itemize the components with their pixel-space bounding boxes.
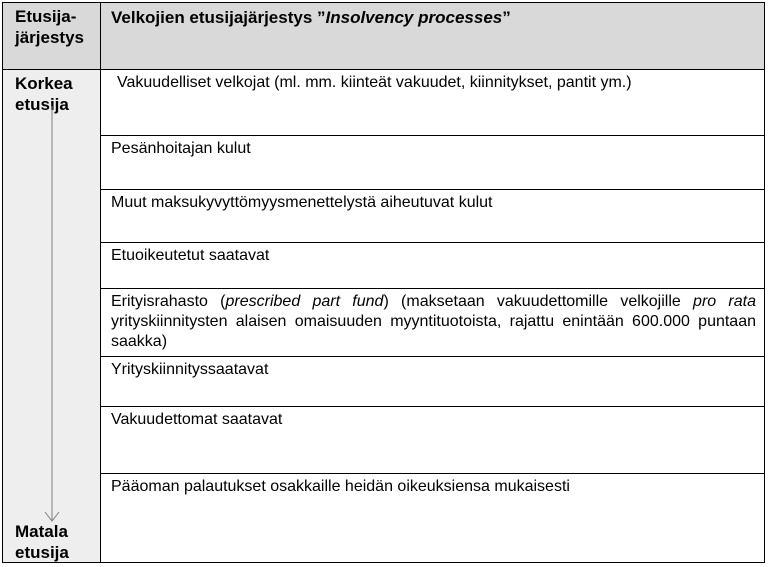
high-priority-line2: etusija bbox=[15, 95, 69, 114]
table-row bbox=[101, 136, 764, 190]
header-title bbox=[111, 7, 511, 28]
table-row bbox=[101, 190, 764, 243]
table-row bbox=[101, 357, 764, 407]
table-row bbox=[101, 70, 764, 136]
prescribed-part-mid: ) (maksetaan vakuudettomille velkojille bbox=[383, 293, 694, 310]
row-text-floating-charge-claims: Yrityskiinnityssaatavat bbox=[111, 361, 269, 378]
header-priority-label bbox=[15, 6, 84, 48]
header-title-suffix: ” bbox=[502, 8, 511, 27]
row-text-preferential-claims: Etuoikeutetut saatavat bbox=[111, 247, 270, 264]
low-priority-label bbox=[15, 521, 69, 563]
priority-arrow-icon bbox=[43, 106, 61, 524]
prescribed-part-italic: prescribed part fund bbox=[225, 293, 384, 310]
row-text-shareholder-returns: Pääoman palautukset osakkaille heidän oikeuksiensa mukaisesti bbox=[111, 478, 570, 495]
table-row bbox=[101, 289, 764, 357]
prescribed-part-prefix: Erityisrahasto ( bbox=[111, 293, 226, 310]
table-header bbox=[3, 3, 764, 70]
row-text-prescribed-part-fund bbox=[111, 292, 756, 352]
low-priority-line1: Matala bbox=[15, 522, 68, 541]
low-priority-line2: etusija bbox=[15, 543, 69, 562]
prescribed-part-suffix: yrityskiinnitysten alaisen omaisuuden myyntituotoista, rajattu enintään 600.000 puntaan saakka) bbox=[111, 313, 756, 350]
row-text-administrator-costs: Pesänhoitajan kulut bbox=[111, 140, 251, 157]
header-priority-line2: järjestys bbox=[15, 28, 84, 47]
creditor-rows bbox=[101, 70, 764, 562]
table-row bbox=[101, 243, 764, 289]
creditor-priority-table bbox=[2, 2, 765, 563]
row-text-unsecured-claims: Vakuudettomat saatavat bbox=[111, 411, 283, 428]
header-title-italic: Insolvency processes bbox=[325, 8, 503, 27]
header-priority-line1: Etusija- bbox=[15, 7, 77, 26]
table-row bbox=[101, 474, 764, 562]
row-text-other-insolvency-costs: Muut maksukyvyttömyysmenettelystä aiheutuvat kulut bbox=[111, 194, 493, 211]
table-row bbox=[101, 407, 764, 474]
pro-rata-italic: pro rata bbox=[693, 293, 756, 310]
row-text-secured-creditors: Vakuudelliset velkojat (ml. mm. kiinteät vakuudet, kiinnitykset, pantit ym.) bbox=[117, 74, 632, 91]
header-priority-cell bbox=[3, 3, 101, 70]
header-title-prefix: Velkojien etusijajärjestys ” bbox=[111, 8, 326, 27]
high-priority-line1: Korkea bbox=[15, 74, 73, 93]
